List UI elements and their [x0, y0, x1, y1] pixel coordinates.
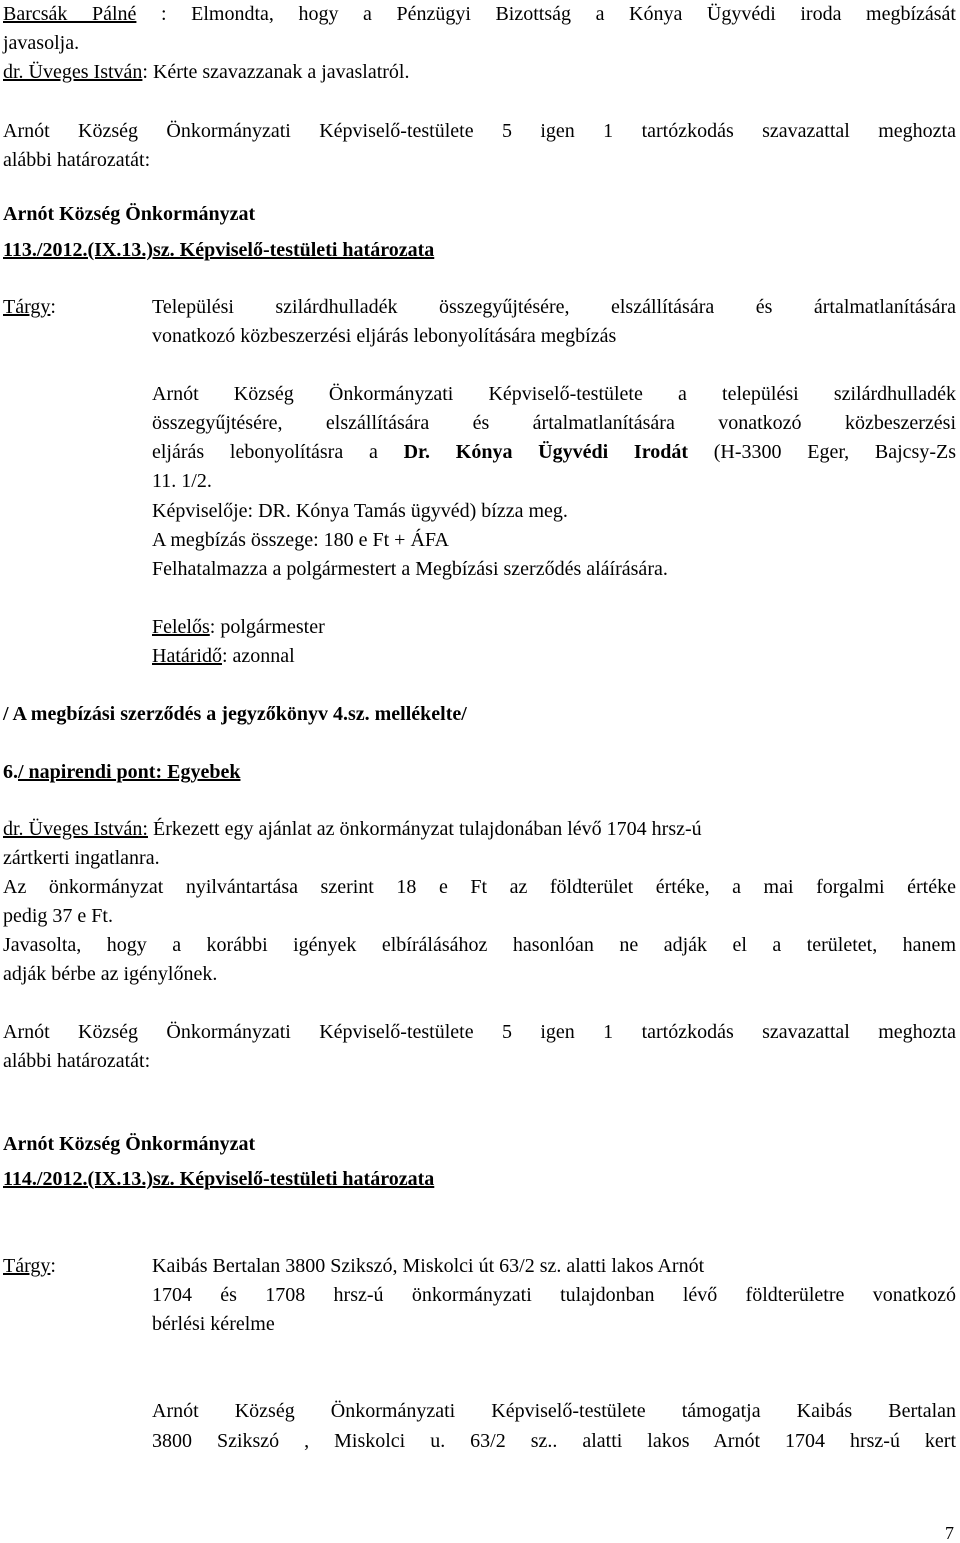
- body-line: A megbízás összege: 180 e Ft + ÁFA: [152, 529, 449, 551]
- responsible-value: : polgármester: [209, 616, 325, 638]
- text-line: zártkerti ingatlanra.: [3, 847, 160, 869]
- law-firm-name: Dr. Kónya Ügyvédi Irodát: [403, 441, 688, 463]
- responsible-line: [152, 613, 325, 641]
- vote-line: Arnót Község Önkormányzati Képviselő-testülete 5 igen 1 tartózkodás szavazattal meghozta: [3, 1021, 956, 1043]
- text-line: javasolja.: [3, 32, 80, 54]
- resolution-org: Arnót Község Önkormányzat: [3, 1133, 256, 1155]
- subject-label-line: [3, 1252, 56, 1280]
- agenda-heading: [3, 758, 240, 786]
- subject-label: Tárgy: [3, 1255, 51, 1277]
- speaker-name: dr. Üveges István:: [3, 818, 148, 840]
- body-line: [152, 438, 956, 466]
- body-line: 3800 Szikszó , Miskolci u. 63/2 sz.. alatti lakos Arnót 1704 hrsz-ú kert: [152, 1430, 956, 1452]
- deadline-value: : azonnal: [221, 645, 295, 667]
- speaker-line-barcsak: [3, 0, 956, 28]
- annex-note: / A megbízási szerződés a jegyzőkönyv 4.sz. mellékelte/: [3, 703, 467, 725]
- deadline-line: [152, 642, 295, 670]
- speaker-name: Barcsák Pálné: [3, 3, 137, 25]
- subject-colon: :: [50, 296, 56, 318]
- body-line: Felhatalmazza a polgármestert a Megbízási szerződés aláírására.: [152, 558, 668, 580]
- resolution-org: Arnót Község Önkormányzat: [3, 203, 256, 225]
- agenda-title: / napirendi pont: Egyebek: [18, 761, 241, 783]
- responsible-label: Felelős: [152, 616, 210, 638]
- deadline-label: Határidő: [152, 645, 222, 667]
- speaker-line-uveges: [3, 815, 702, 843]
- vote-line: alábbi határozatát:: [3, 1050, 151, 1072]
- speaker-text: : Kérte szavazzanak a javaslatról.: [142, 61, 410, 83]
- text-line: pedig 37 e Ft.: [3, 905, 113, 927]
- page-number: 7: [945, 1523, 954, 1543]
- speaker-name: dr. Üveges István: [3, 61, 143, 83]
- resolution-number: 113./2012.(IX.13.)sz. Képviselő-testületi határozata: [3, 239, 435, 261]
- vote-line: alábbi határozatát:: [3, 149, 151, 171]
- subject-line: vonatkozó közbeszerzési eljárás lebonyolítására megbízás: [152, 325, 617, 347]
- body-line: Arnót Község Önkormányzati Képviselő-testülete a települési szilárdhulladék: [152, 383, 956, 405]
- text-line: Javasolta, hogy a korábbi igények elbírálásához hasonlóan ne adják el a területet, hanem: [3, 934, 956, 956]
- subject-line: bérlési kérelme: [152, 1313, 275, 1335]
- text-line: Az önkormányzat nyilvántartása szerint 18 e Ft az földterület értéke, a mai forgalmi értéke: [3, 876, 956, 898]
- speaker-text: Érkezett egy ajánlat az önkormányzat tulajdonában lévő 1704 hrsz-ú: [147, 818, 702, 840]
- body-line: összegyűjtésére, elszállítására és ártalmatlanítására vonatkozó közbeszerzési: [152, 412, 956, 434]
- agenda-number: 6.: [3, 761, 18, 783]
- subject-label: Tárgy: [3, 296, 51, 318]
- vote-line: Arnót Község Önkormányzati Képviselő-testülete 5 igen 1 tartózkodás szavazattal meghozta: [3, 120, 956, 142]
- text-line: adják bérbe az igénylőnek.: [3, 963, 218, 985]
- speaker-text: : Elmondta, hogy a Pénzügyi Bizottság a Kónya Ügyvédi iroda megbízását: [136, 3, 956, 25]
- speaker-line-uveges: [3, 58, 410, 86]
- subject-line: 1704 és 1708 hrsz-ú önkormányzati tulajdonban lévő földterületre vonatkozó: [152, 1284, 956, 1306]
- subject-line: Települési szilárdhulladék összegyűjtésére, elszállítására és ártalmatlanítására: [152, 296, 956, 318]
- subject-colon: :: [50, 1255, 56, 1277]
- subject-label-line: [3, 293, 56, 321]
- body-text: (H-3300 Eger, Bajcsy-Zs: [688, 441, 956, 463]
- body-line: Arnót Község Önkormányzati Képviselő-testülete támogatja Kaibás Bertalan: [152, 1400, 956, 1422]
- body-line: Képviselője: DR. Kónya Tamás ügyvéd) bízza meg.: [152, 500, 568, 522]
- body-text: eljárás lebonyolításra a: [152, 441, 404, 463]
- body-line: 11. 1/2.: [152, 470, 212, 492]
- document-page: [3, 0, 956, 1541]
- subject-line: Kaibás Bertalan 3800 Szikszó, Miskolci út 63/2 sz. alatti lakos Arnót: [152, 1255, 705, 1277]
- resolution-number: 114./2012.(IX.13.)sz. Képviselő-testületi határozata: [3, 1168, 435, 1190]
